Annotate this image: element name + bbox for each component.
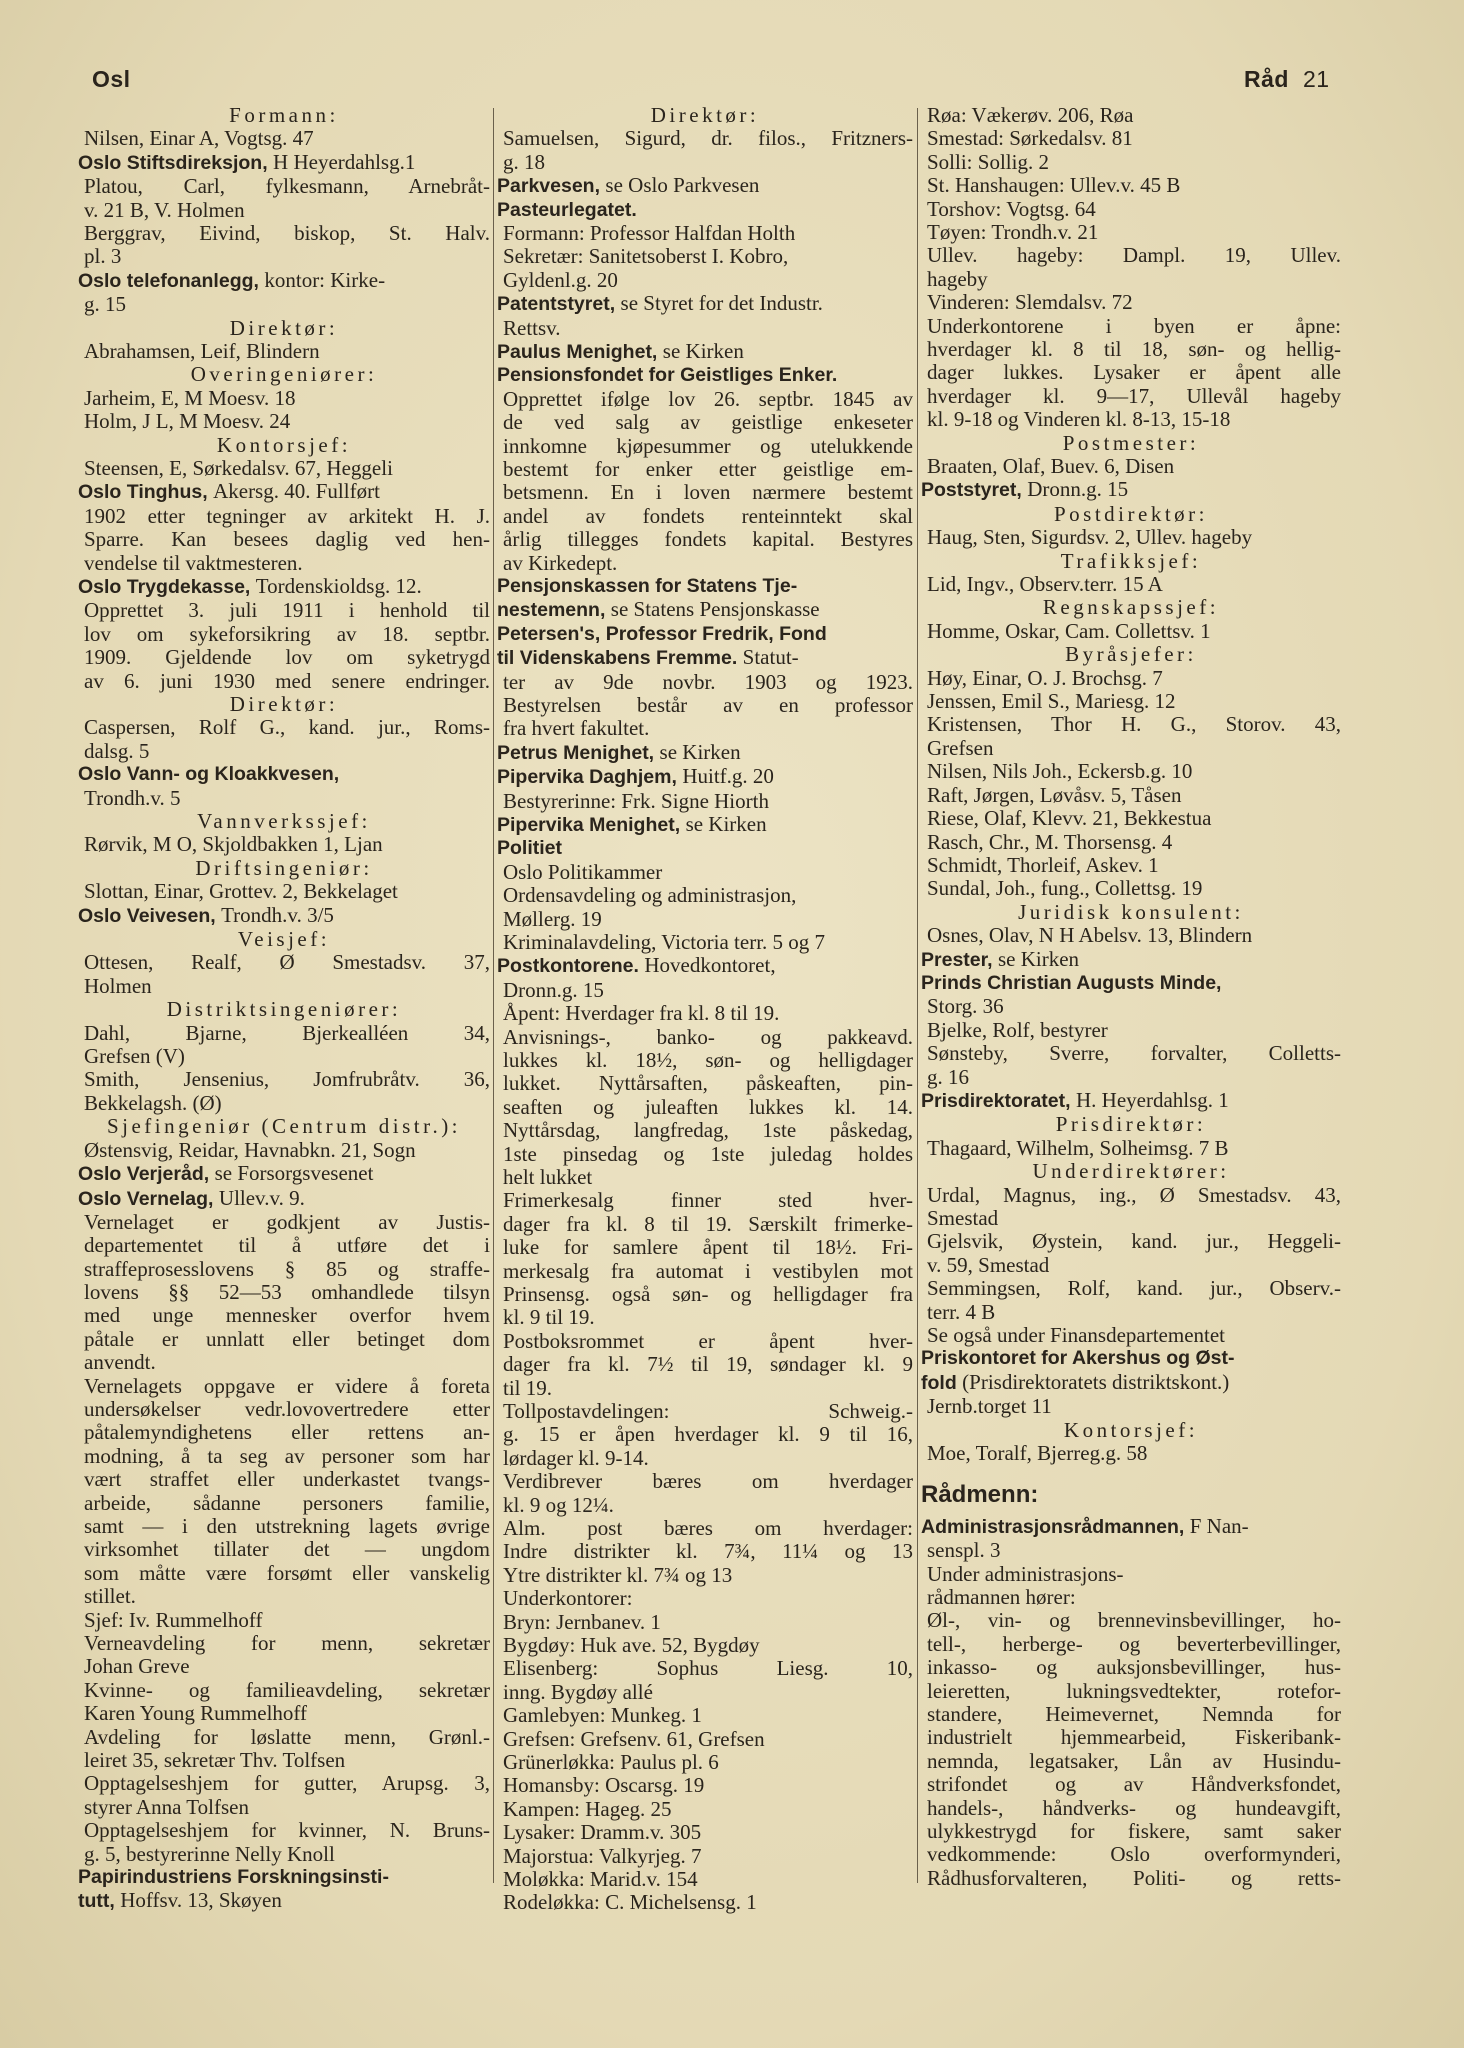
- text-line: årlig tillegges fondets kapital. Bestyres: [503, 528, 913, 552]
- entry-detail: Tordenskioldsg. 12.: [255, 574, 422, 599]
- text-line: Vinderen: Slemdalsv. 72: [927, 290, 1133, 315]
- text-line: Smestad: Sørkedalsv. 81: [927, 126, 1133, 151]
- entry-line: [921, 1371, 1341, 1395]
- entry-detail: Dronn.g. 15: [1027, 477, 1129, 502]
- entry-name: Priskontoret for Akershus og Øst-: [921, 1347, 1235, 1370]
- text-line: Opptagelseshjem for kvinner, N. Bruns-: [84, 1819, 490, 1843]
- text-line: Trondh.v. 5: [84, 785, 181, 810]
- entry-name: Petersen's, Professor Fredrik, Fond: [497, 622, 827, 645]
- text-line: seaften og juleaften lukkes kl. 14.: [503, 1095, 913, 1119]
- role-heading: Postdirektør:: [1054, 501, 1208, 526]
- role-heading: Trafikksjef:: [1060, 548, 1202, 573]
- text-line: Grünerløkka: Paulus pl. 6: [503, 1749, 719, 1774]
- text-line: Ottesen, Realf, Ø Smestadsv. 37,: [84, 951, 490, 975]
- text-line: Kristensen, Thor H. G., Storov. 43,: [927, 713, 1341, 737]
- text-line: Abrahamsen, Leif, Blindern: [84, 339, 320, 364]
- text-line: Øl-, vin- og brennevinsbevillinger, ho-: [927, 1609, 1341, 1633]
- running-header-right: Råd: [1244, 66, 1289, 92]
- text-line: Verneavdeling for menn, sekretær: [84, 1631, 490, 1655]
- text-line: Homme, Oskar, Cam. Collettsv. 1: [927, 618, 1211, 643]
- text-line: leieretten, lukningsvedtekter, rotefor-: [927, 1679, 1341, 1703]
- text-line: Gamlebyen: Munkeg. 1: [503, 1703, 702, 1728]
- text-line: industrielt hjemmearbeid, Fiskeribank-: [927, 1726, 1341, 1750]
- text-line: Prinsensg. også søn- og helligdager fra: [503, 1283, 913, 1306]
- entry-line: [78, 480, 490, 504]
- text-line: dager fra kl. 7½ til 19, søndager kl. 9: [503, 1353, 913, 1377]
- text-line: Kriminalavdeling, Victoria terr. 5 og 7: [503, 930, 826, 955]
- entry-name: Pensionsfondet for Geistliges Enker.: [497, 364, 838, 387]
- text-line: g. 15 er åpen hverdager kl. 9 til 16,: [503, 1423, 913, 1447]
- text-line: strifondet og av Håndverksfondet,: [927, 1773, 1341, 1797]
- entry-name: Pasteurlegatet.: [497, 198, 637, 221]
- text-line: Nilsen, Einar A, Vogtsg. 47: [84, 126, 314, 151]
- text-line: Osnes, Olav, N H Abelsv. 13, Blindern: [927, 923, 1253, 948]
- text-line: Indre distrikter kl. 7¾, 11¼ og 13: [503, 1540, 913, 1564]
- entry-detail: F Nan-: [1189, 1513, 1249, 1538]
- role-heading: Direktør:: [229, 315, 339, 340]
- text-line: Sjef: Iv. Rummelhoff: [84, 1607, 263, 1632]
- entry-name: Petrus Menighet,: [497, 741, 655, 764]
- text-line: lovens §§ 52—53 omhandlede tilsyn: [84, 1281, 490, 1305]
- entry-line: [497, 292, 913, 316]
- entry-name: Parkvesen,: [497, 175, 600, 198]
- text-line: Kvinne- og familieavdeling, sekretær: [84, 1678, 490, 1702]
- role-heading: Byråsjefer:: [1065, 642, 1197, 667]
- text-line: ulykkestrygd for fiskere, samt saker: [927, 1819, 1341, 1843]
- text-line: Urdal, Magnus, ing., Ø Smestadsv. 43,: [927, 1183, 1341, 1207]
- role-heading: Kontorsjef:: [1063, 1417, 1199, 1442]
- role-heading: Underdirektører:: [1032, 1159, 1230, 1184]
- entry-detail: Ullev.v. 9.: [218, 1185, 305, 1210]
- text-line: Grefsen (V): [84, 1044, 185, 1069]
- text-line: Jarheim, E, M Moesv. 18: [84, 385, 296, 410]
- text-line: virksomhet tillater det — ungdom: [84, 1538, 490, 1562]
- entry-line: [497, 813, 913, 837]
- text-line: andel av fondets renteinntekt skal: [503, 504, 913, 528]
- text-line: Grefsen: Grefsenv. 61, Grefsen: [503, 1726, 765, 1751]
- running-header-left: Osl: [92, 66, 131, 92]
- entry-line: [921, 1347, 1341, 1370]
- text-line: Sønsteby, Sverre, forvalter, Colletts-: [927, 1042, 1341, 1066]
- text-line: g. 18: [503, 149, 545, 174]
- text-line: Steensen, E, Sørkedalsv. 67, Heggeli: [84, 456, 393, 481]
- text-line: departementet til å utføre det i: [84, 1234, 490, 1258]
- role-heading: Prisdirektør:: [1055, 1112, 1207, 1137]
- text-line: Lid, Ingv., Observ.terr. 15 A: [927, 572, 1163, 597]
- text-line: Vernelagets oppgave er videre å foreta: [84, 1374, 490, 1398]
- entry-detail: Statut-: [742, 645, 799, 670]
- entry-detail: se Styret for det Industr.: [620, 291, 823, 316]
- column-right: [921, 104, 1341, 2004]
- entry-line: [921, 1515, 1341, 1539]
- entry-line: [78, 575, 490, 599]
- entry-line: [497, 954, 913, 978]
- entry-detail: se Kirken: [659, 739, 741, 764]
- text-line: vedkommende: Oslo overformynderi,: [927, 1843, 1341, 1867]
- entry-line: [78, 1866, 490, 1889]
- entry-detail: Hovedkontoret,: [644, 953, 776, 978]
- text-line: Storg. 36: [927, 994, 1004, 1019]
- text-line: av Kirkedept.: [503, 550, 618, 575]
- entry-name: Patentstyret,: [497, 293, 616, 316]
- entry-name: Pipervika Menighet,: [497, 814, 681, 837]
- role-heading: Sjefingeniør (Centrum distr.):: [106, 1114, 462, 1139]
- text-line: terr. 4 B: [927, 1299, 996, 1324]
- text-line: standere, Heimevernet, Nemnda for: [927, 1703, 1341, 1726]
- entry-name: Oslo Veivesen,: [78, 904, 216, 927]
- entry-line: [78, 269, 490, 293]
- text-line: Platou, Carl, fylkesmann, Arnebråt-: [84, 175, 490, 199]
- column-left: [78, 104, 490, 2004]
- text-line: inng. Bygdøy allé: [503, 1679, 653, 1704]
- text-line: handels-, håndverks- og hundeavgift,: [927, 1796, 1341, 1820]
- role-heading: Distriktsingeniører:: [166, 997, 402, 1022]
- text-line: lukkes kl. 18½, søn- og helligdager: [503, 1049, 913, 1073]
- text-line: Anvisnings-, banko- og pakkeavd.: [503, 1025, 913, 1049]
- role-heading: Vannverkssjef:: [197, 809, 371, 834]
- entry-name: Oslo Tinghus,: [78, 481, 208, 504]
- text-line: bestemt for enker etter geistlige em-: [503, 458, 913, 482]
- text-line: helt lukket: [503, 1165, 593, 1190]
- text-line: Grefsen: [927, 735, 994, 760]
- text-line: Opprettet ifølge lov 26. septbr. 1845 av: [503, 387, 913, 411]
- role-heading: Overingeniører:: [190, 362, 378, 387]
- text-line: Bekkelagsh. (Ø): [84, 1090, 222, 1115]
- entry-line: [497, 575, 913, 598]
- entry-detail: se Statens Pensjonskasse: [610, 597, 820, 622]
- entry-name: Oslo Trygdekasse,: [78, 576, 251, 599]
- text-line: arbeide, sådanne personers familie,: [84, 1491, 490, 1515]
- text-line: Bryn: Jernbanev. 1: [503, 1609, 661, 1634]
- text-line: kl. 9 til 19.: [503, 1305, 595, 1330]
- text-line: Ytre distrikter kl. 7¾ og 13: [503, 1562, 733, 1587]
- text-line: Berggrav, Eivind, biskop, St. Halv.: [84, 222, 490, 246]
- text-line: Lysaker: Dramm.v. 305: [503, 1820, 702, 1845]
- text-line: Sparre. Kan besees daglig ved hen-: [84, 528, 490, 552]
- text-line: betsmenn. En i loven nærmere bestemt: [503, 481, 913, 505]
- entry-line: [78, 1187, 490, 1211]
- text-line: Smith, Jensenius, Jomfrubråtv. 36,: [84, 1068, 490, 1092]
- text-line: Underkontorene i byen er åpne:: [927, 314, 1341, 338]
- entry-name: Oslo Stiftsdireksjon,: [78, 151, 268, 174]
- text-line: Møllerg. 19: [503, 906, 602, 931]
- text-line: Jenssen, Emil S., Mariesg. 12: [927, 689, 1176, 714]
- role-heading: Direktør:: [229, 692, 339, 717]
- role-heading: Veisjef:: [237, 927, 331, 952]
- entry-name: Papirindustriens Forskningsinsti-: [78, 1865, 389, 1888]
- role-heading: Formann:: [229, 104, 339, 127]
- text-line: samt — i den utstrekning lagets øvrige: [84, 1515, 490, 1538]
- entry-detail: Trondh.v. 3/5: [221, 902, 334, 927]
- text-line: g. 15: [84, 292, 126, 317]
- text-line: Kampen: Hageg. 25: [503, 1796, 672, 1821]
- text-line: stillet.: [84, 1584, 136, 1609]
- text-line: Bestyrelsen består av en professor: [503, 694, 913, 718]
- text-line: Semmingsen, Rolf, kand. jur., Observ.-: [927, 1277, 1341, 1301]
- entry-detail: se Kirken: [685, 812, 767, 837]
- text-line: Bjelke, Rolf, bestyrer: [927, 1017, 1108, 1042]
- entry-detail: se Kirken: [997, 946, 1080, 971]
- text-line: lov om sykeforsikring av 18. septbr.: [84, 622, 490, 646]
- text-line: Oslo Politikammer: [503, 859, 663, 884]
- entry-line: [78, 1889, 490, 1913]
- column-middle: [497, 104, 913, 2004]
- entry-detail: Huitf.g. 20: [682, 764, 774, 789]
- text-line: som måtte være forsømt eller vanskelig: [84, 1561, 490, 1585]
- entry-name: til Videnskabens Fremme.: [497, 647, 738, 670]
- text-line: inkasso- og auksjonsbevillinger, hus-: [927, 1656, 1341, 1680]
- text-line: påtalemyndighetens eller rettens an-: [84, 1421, 490, 1445]
- text-line: lørdager kl. 9-14.: [503, 1445, 649, 1470]
- text-line: leiret 35, sekretær Thv. Tolfsen: [84, 1747, 346, 1772]
- role-heading: Direktør:: [650, 104, 760, 127]
- text-line: Avdeling for løslatte menn, Grønl.-: [84, 1725, 490, 1749]
- text-line: lukket. Nyttårsaften, påskeaften, pin-: [503, 1072, 913, 1096]
- text-line: Formann: Professor Halfdan Holth: [503, 221, 796, 246]
- text-line: Tøyen: Trondh.v. 21: [927, 220, 1099, 245]
- entry-name: Politiet: [497, 837, 563, 860]
- entry-line: [921, 1089, 1341, 1113]
- text-line: ter av 9de novbr. 1903 og 1923.: [503, 670, 913, 694]
- text-line: v. 59, Smestad: [927, 1252, 1050, 1277]
- text-line: luke for samlere åpent til 18½. Fri-: [503, 1236, 913, 1260]
- text-line: Sundal, Joh., fung., Collettsg. 19: [927, 876, 1203, 901]
- text-line: Smestad: [927, 1205, 999, 1230]
- text-line: Rasch, Chr., M. Thorsensg. 4: [927, 829, 1173, 854]
- text-line: Tollpostavdelingen: Schweig.-: [503, 1399, 913, 1423]
- entry-detail: (Prisdirektoratets distriktskont.): [962, 1369, 1230, 1394]
- text-line: Haug, Sten, Sigurdsv. 2, Ullev. hageby: [927, 525, 1253, 550]
- text-line: Opprettet 3. juli 1911 i henhold til: [84, 599, 490, 623]
- text-line: Braaten, Olaf, Buev. 6, Disen: [927, 454, 1175, 479]
- text-line: Rådhusforvalteren, Politi- og retts-: [927, 1866, 1341, 1890]
- entry-line: [78, 151, 490, 175]
- entry-line: [78, 904, 490, 928]
- text-line: modning, å ta seg av personer som har: [84, 1444, 490, 1468]
- text-line: tell-, herberge- og beverterbevillinger,: [927, 1632, 1341, 1656]
- role-heading: Regnskapssjef:: [1042, 595, 1220, 620]
- entry-line: [497, 364, 913, 387]
- text-line: pl. 3: [84, 244, 122, 269]
- entry-name: tutt,: [78, 1890, 115, 1913]
- text-line: vært straffet eller underkastet tvangs-: [84, 1468, 490, 1492]
- text-line: Postboksrommet er åpent hver-: [503, 1329, 913, 1353]
- role-heading: Juridisk konsulent:: [1018, 899, 1244, 924]
- section-heading: Rådmenn:: [921, 1481, 1039, 1509]
- text-line: de ved salg av geistlige enkeseter: [503, 411, 913, 435]
- text-line: Gjelsvik, Øystein, kand. jur., Heggeli-: [927, 1230, 1341, 1254]
- text-line: 1902 etter tegninger av arkitekt H. J.: [84, 504, 490, 528]
- text-line: Solli: Sollig. 2: [927, 149, 1049, 174]
- entry-name: Administrasjonsrådmannen,: [921, 1515, 1185, 1538]
- text-line: Karen Young Rummelhoff: [84, 1701, 308, 1726]
- text-line: nemnda, legatsaker, Lån av Husindu-: [927, 1749, 1341, 1773]
- entry-line: [921, 478, 1341, 502]
- text-line: Moe, Toralf, Bjerreg.g. 58: [927, 1441, 1148, 1465]
- entry-name: nestemenn,: [497, 599, 606, 622]
- entry-name: fold: [921, 1371, 957, 1394]
- text-line: v. 21 B, V. Holmen: [84, 197, 245, 222]
- entry-line: [921, 972, 1341, 995]
- entry-line: [78, 763, 490, 786]
- role-heading: Driftsingeniør:: [195, 855, 373, 880]
- entry-name: Pensjonskassen for Statens Tje-: [497, 575, 798, 597]
- text-line: innkomne kjøpesummer og utelukkende: [503, 434, 913, 458]
- text-line: Elisenberg: Sophus Liesg. 10,: [503, 1657, 913, 1681]
- text-line: Jernb.torget 11: [927, 1394, 1052, 1419]
- column-divider: [917, 108, 918, 1883]
- entry-line: [497, 199, 913, 222]
- text-line: fra hvert fakultet.: [503, 716, 650, 741]
- text-line: Torshov: Vogtsg. 64: [927, 196, 1096, 221]
- text-line: Ullev. hageby: Dampl. 19, Ullev.: [927, 244, 1341, 268]
- text-line: Åpent: Hverdager fra kl. 8 til 19.: [503, 1001, 780, 1026]
- text-line: hverdager kl. 8 til 18, søn- og hellig-: [927, 338, 1341, 362]
- entry-name: Prisdirektoratet,: [921, 1089, 1071, 1112]
- text-line: Raft, Jørgen, Løvåsv. 5, Tåsen: [927, 782, 1182, 807]
- text-line: Bygdøy: Huk ave. 52, Bygdøy: [503, 1632, 760, 1657]
- entry-detail: H. Heyerdahlsg. 1: [1075, 1087, 1229, 1112]
- text-line: Johan Greve: [84, 1654, 190, 1679]
- entry-line: [497, 340, 913, 364]
- text-line: kl. 9-18 og Vinderen kl. 8-13, 15-18: [927, 407, 1231, 432]
- text-line: Holmen: [84, 973, 152, 998]
- text-line: påtale er unnlatt eller betinget dom: [84, 1327, 490, 1351]
- text-line: Østensvig, Reidar, Havnabkn. 21, Sogn: [84, 1137, 416, 1162]
- text-line: undersøkelser vedr.lovovertredere etter: [84, 1398, 490, 1422]
- text-line: dager fra kl. 8 til 19. Særskilt frimerke-: [503, 1212, 913, 1236]
- text-line: Røa: Vækerøv. 206, Røa: [927, 104, 1134, 127]
- page-number: 21: [1303, 66, 1330, 92]
- text-line: g. 16: [927, 1064, 969, 1089]
- role-heading: Postmester:: [1062, 430, 1200, 455]
- text-line: vendelse til vaktmesteren.: [84, 550, 303, 575]
- entry-line: [497, 598, 913, 622]
- text-line: anvendt.: [84, 1350, 156, 1375]
- entry-name: Prester,: [921, 948, 993, 971]
- entry-detail: se Forsorgsvesenet: [214, 1161, 374, 1186]
- text-line: Caspersen, Rolf G., kand. jur., Roms-: [84, 716, 490, 740]
- text-line: Bestyrerinne: Frk. Signe Hiorth: [503, 788, 769, 813]
- text-line: Opptagelseshjem for gutter, Arupsg. 3,: [84, 1772, 490, 1796]
- text-line: kl. 9 og 12¼.: [503, 1492, 614, 1517]
- text-line: senspl. 3: [927, 1538, 1001, 1563]
- entry-name: Oslo Verjeråd,: [78, 1163, 210, 1186]
- text-line: Rettsv.: [503, 315, 561, 340]
- entry-line: [497, 837, 913, 860]
- text-line: Frimerkesalg finner sted hver-: [503, 1189, 913, 1213]
- text-line: Nilsen, Nils Joh., Eckersb.g. 10: [927, 759, 1193, 784]
- entry-line: [921, 948, 1341, 972]
- text-line: Høy, Einar, O. J. Brochsg. 7: [927, 665, 1163, 690]
- text-line: Vernelaget er godkjent av Justis-: [84, 1210, 490, 1234]
- text-line: Rodeløkka: C. Michelsensg. 1: [503, 1890, 757, 1915]
- text-line: straffeprosesslovens § 85 og straffe-: [84, 1257, 490, 1281]
- text-line: Riese, Olaf, Klevv. 21, Bekkestua: [927, 806, 1212, 831]
- text-line: 1ste pinsedag og 1ste juledag holdes: [503, 1142, 913, 1166]
- text-line: hageby: [927, 266, 988, 291]
- text-line: Sekretær: Sanitetsoberst I. Kobro,: [503, 244, 789, 269]
- entry-detail: se Kirken: [662, 339, 744, 364]
- text-line: med unge mennesker overfor hvem: [84, 1304, 490, 1328]
- entry-detail: Hoffsv. 13, Skøyen: [120, 1888, 282, 1913]
- text-line: Ordensavdeling og administrasjon,: [503, 883, 797, 908]
- entry-line: [78, 1162, 490, 1186]
- entry-detail: Akersg. 40. Fullført: [213, 479, 380, 504]
- text-line: Moløkka: Marid.v. 154: [503, 1867, 698, 1892]
- entry-detail: kontor: Kirke-: [264, 267, 386, 292]
- entry-name: Prinds Christian Augusts Minde,: [921, 971, 1222, 994]
- text-line: Rørvik, M O, Skjoldbakken 1, Ljan: [84, 832, 383, 857]
- entry-name: Oslo telefonanlegg,: [78, 269, 259, 292]
- text-line: Gyldenl.g. 20: [503, 267, 618, 292]
- text-line: Dronn.g. 15: [503, 977, 604, 1002]
- entry-line: [497, 174, 913, 198]
- entry-name: Pipervika Daghjem,: [497, 766, 677, 789]
- text-line: Dahl, Bjarne, Bjerkealléen 34,: [84, 1021, 490, 1045]
- entry-detail: se Oslo Parkvesen: [605, 173, 760, 198]
- text-line: Holm, J L, M Moesv. 24: [84, 409, 291, 434]
- entry-detail: H Heyerdahlsg.1: [273, 149, 416, 174]
- entry-name: Oslo Vernelag,: [78, 1187, 214, 1210]
- text-line: av 6. juni 1930 med senere endringer.: [84, 669, 490, 693]
- text-line: Se også under Finansdepartementet: [927, 1322, 1225, 1347]
- text-line: Majorstua: Valkyrjeg. 7: [503, 1843, 702, 1868]
- text-line: g. 5, bestyrerinne Nelly Knoll: [84, 1841, 335, 1866]
- text-line: merkesalg fra automat i vestibylen mot: [503, 1259, 913, 1283]
- text-line: 1909. Gjeldende lov om syketrygd: [84, 646, 490, 670]
- text-line: Homansby: Oscarsg. 19: [503, 1773, 705, 1798]
- entry-name: Poststyret,: [921, 479, 1022, 502]
- entry-name: Postkontorene.: [497, 955, 639, 978]
- column-divider: [493, 108, 494, 1883]
- entry-name: Paulus Menighet,: [497, 341, 658, 364]
- text-line: Nyttårsdag, langfredag, 1ste påskedag,: [503, 1119, 913, 1143]
- text-line: hverdager kl. 9—17, Ullevål hageby: [927, 384, 1341, 408]
- entry-line: [497, 623, 913, 646]
- text-line: Slottan, Einar, Grottev. 2, Bekkelaget: [84, 879, 398, 904]
- entry-line: [497, 765, 913, 789]
- text-line: Schmidt, Thorleif, Askev. 1: [927, 852, 1159, 877]
- text-line: Samuelsen, Sigurd, dr. filos., Fritzners-: [503, 127, 913, 151]
- text-line: St. Hanshaugen: Ullev.v. 45 B: [927, 173, 1181, 198]
- text-line: dager lukkes. Lysaker er åpent alle: [927, 361, 1341, 385]
- entry-line: [497, 741, 913, 765]
- text-line: til 19.: [503, 1375, 553, 1400]
- entry-name: Oslo Vann- og Kloakkvesen,: [78, 763, 340, 786]
- entry-line: [497, 646, 913, 670]
- role-heading: Kontorsjef:: [216, 432, 352, 457]
- text-line: rådmannen hører:: [927, 1585, 1076, 1610]
- text-line: Alm. post bæres om hverdager:: [503, 1516, 913, 1540]
- text-line: dalsg. 5: [84, 738, 150, 763]
- text-line: Verdibrever bæres om hverdager: [503, 1470, 913, 1494]
- text-line: styrer Anna Tolfsen: [84, 1794, 249, 1819]
- text-line: Under administrasjons-: [927, 1561, 1124, 1586]
- text-line: Underkontorer:: [503, 1586, 633, 1611]
- text-line: Thagaard, Wilhelm, Solheimsg. 7 B: [927, 1135, 1229, 1160]
